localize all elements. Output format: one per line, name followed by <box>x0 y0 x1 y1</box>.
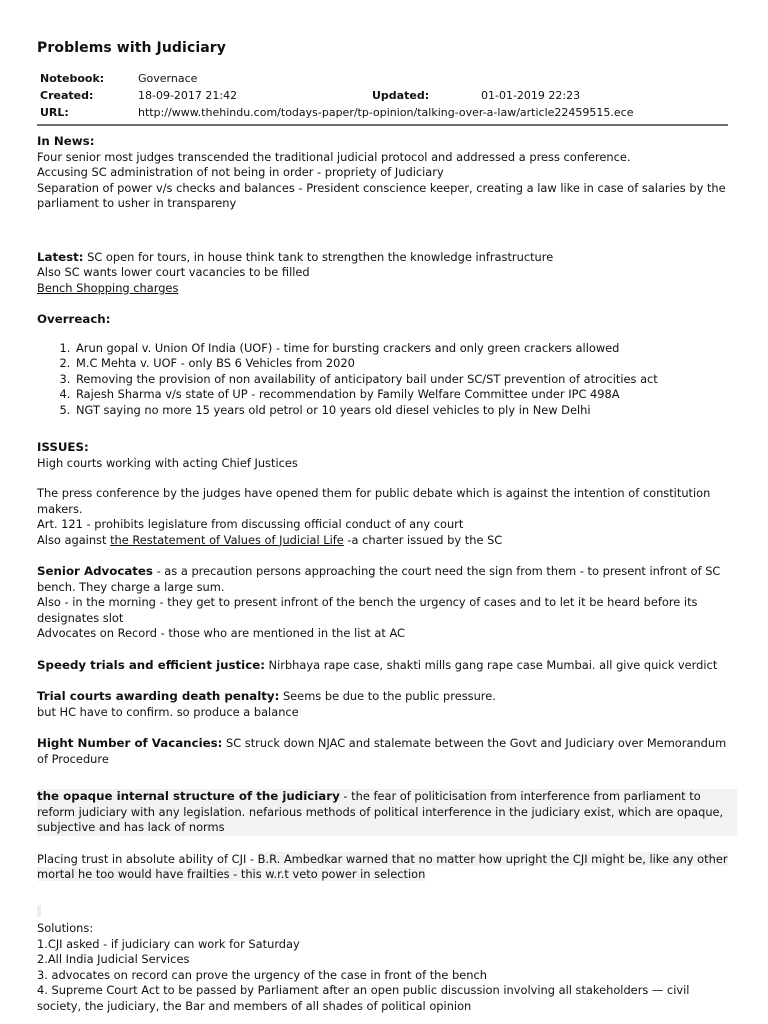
latest-line2: Also SC wants lower court vacancies to be filled <box>37 265 310 279</box>
spacer <box>37 418 737 440</box>
speedy-label: Speedy trials and efficient justice: <box>37 657 265 672</box>
updated-label: Updated: <box>372 89 430 102</box>
meta-row-notebook <box>40 70 728 87</box>
issues-line: High courts working with acting Chief Justices <box>37 455 298 470</box>
spacer <box>37 212 737 250</box>
meta-row-created <box>40 87 728 104</box>
senior-text: - as a precaution persons approaching the court need the sign from them - to present infront of SC bench. They charge a large sum. <box>37 564 721 594</box>
in-news-heading: In News: <box>37 134 95 148</box>
spacer <box>37 767 737 789</box>
speedy-text: Nirbhaya rape case, shakti mills gang rape case Mumbai. all give quick verdict <box>264 657 718 672</box>
updated-value: 01-01-2019 22:23 <box>481 89 581 102</box>
section-opaque-structure <box>37 789 737 836</box>
meta-row-url <box>40 104 728 121</box>
latest-label: Latest: <box>37 249 84 264</box>
section-trial-courts <box>37 689 737 720</box>
empty-line-marker <box>37 905 41 917</box>
issues-line: -a charter issued by the SC <box>343 532 503 547</box>
trial-text: Seems be due to the public pressure. <box>279 689 496 703</box>
in-news-line: Accusing SC administration of not being in order - propriety of Judiciary <box>37 165 444 179</box>
trust-pre: Placing trust in absolute ability of CJI - <box>37 851 258 866</box>
note-metadata <box>40 70 728 121</box>
notebook-value: Governace <box>138 72 198 85</box>
created-label: Created: <box>40 89 94 102</box>
issues-line: Also against <box>37 532 111 547</box>
opaque-text: - the fear of politicisation from interference from parliament to reform judiciary with any legislation. nefarious methods of political interference in the judiciary exist, which are opaque, subjective and has lack of norms <box>37 789 724 834</box>
senior-line3: Advocates on Record - those who are mentioned in the list at AC <box>37 626 405 640</box>
list-item: 5. NGT saying no more 15 years old petrol or 10 years old diesel vehicles to ply in New Delhi <box>74 403 737 419</box>
vacancies-text: SC struck down NJAC and stalemate between the Govt and Judiciary over Memorandum of Procedure <box>37 736 727 766</box>
solutions-heading: Solutions: <box>37 921 94 935</box>
spacer <box>37 883 737 905</box>
overreach-list <box>37 341 737 419</box>
url-label: URL: <box>40 106 69 119</box>
section-issues <box>37 440 737 548</box>
section-latest <box>37 250 737 297</box>
list-item: 2. M.C Mehta v. UOF - only BS 6 Vehicles from 2020 <box>74 356 737 372</box>
trust-text: B.R. Ambedkar warned that no matter how upright the CJI might be, like any other mortal he too would have frailties - this w.r.t veto power in selection <box>37 851 728 881</box>
issues-heading: ISSUES: <box>37 440 89 454</box>
section-solutions <box>37 921 737 1014</box>
header-divider <box>37 124 728 126</box>
notebook-label: Notebook: <box>40 72 105 85</box>
section-in-news <box>37 134 737 212</box>
issues-line: The press conference by the judges have opened them for public debate which is against the intention of constitution makers. <box>37 486 711 516</box>
section-trust-cji <box>37 852 737 883</box>
restatement-link[interactable]: the Restatement of Values of Judicial Life <box>110 532 344 547</box>
issues-line: Art. 121 - prohibits legislature from discussing official conduct of any court <box>37 517 464 531</box>
url-value[interactable]: http://www.thehindu.com/todays-paper/tp-opinion/talking-over-a-law/article22459515.ece <box>138 106 634 119</box>
vacancies-label: Hight Number of Vacancies: <box>37 736 223 750</box>
solution-item: 1.CJI asked - if judiciary can work for Saturday <box>37 936 300 951</box>
overreach-heading: Overreach: <box>37 312 111 326</box>
page-title: Problems with Judiciary <box>37 40 227 56</box>
list-item: 4. Rajesh Sharma v/s state of UP - recommendation by Family Welfare Committee under IPC 498A <box>74 387 737 403</box>
solution-item: 3. advocates on record can prove the urgency of the case in front of the bench <box>37 967 487 982</box>
opaque-label: the opaque internal structure of the judiciary <box>37 789 340 803</box>
section-senior-advocates <box>37 564 737 642</box>
senior-label: Senior Advocates <box>37 564 153 578</box>
bench-shopping-link[interactable]: Bench Shopping charges <box>37 280 179 295</box>
section-vacancies <box>37 736 737 767</box>
section-overreach <box>37 312 737 418</box>
section-speedy-trials <box>37 658 737 674</box>
trial-label: Trial courts awarding death penalty: <box>37 689 280 703</box>
solution-item: 2.All India Judicial Services <box>37 952 190 966</box>
in-news-line: Four senior most judges transcended the traditional judicial protocol and addressed a press conference. <box>37 149 631 164</box>
list-item: 1. Arun gopal v. Union Of India (UOF) - time for bursting crackers and only green crackers allowed <box>74 341 737 357</box>
in-news-line: Separation of power v/s checks and balances - President conscience keeper, creating a law like in case of salaries by the parliament to usher in transpareny <box>37 180 726 210</box>
trial-line2: but HC have to confirm. so produce a balance <box>37 704 299 719</box>
solution-item: 4. Supreme Court Act to be passed by Parliament after an open public discussion involving all stakeholders — civil society, the judiciary, the Bar and members of all shades of political opinion <box>37 983 690 1013</box>
note-body <box>37 134 737 1014</box>
created-value: 18-09-2017 21:42 <box>138 89 238 102</box>
latest-text: SC open for tours, in house think tank to strengthen the knowledge infrastructure <box>83 249 554 264</box>
list-item: 3. Removing the provision of non availability of anticipatory bail under SC/ST prevention of atrocities act <box>74 372 737 388</box>
senior-line2: Also - in the morning - they get to present infront of the bench the urgency of cases and to let it be heard before its designates slot <box>37 595 698 625</box>
